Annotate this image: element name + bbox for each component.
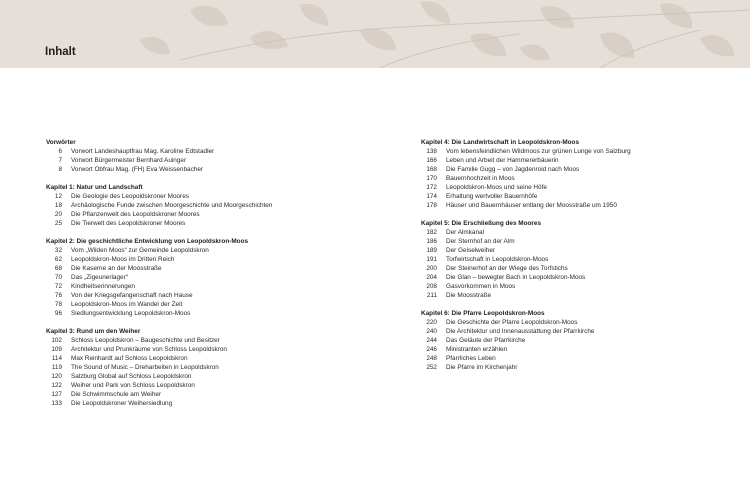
- page-number: 96: [54, 310, 62, 317]
- page-number: 114: [51, 355, 62, 362]
- entry-title: Der Steinerhof an der Wiege des Torfstichs: [446, 265, 568, 272]
- entry-title: Vorwort Bürgermeister Bernhard Auinger: [71, 157, 187, 164]
- entry-title: Weiher und Park von Schloss Leopoldskron: [71, 382, 195, 389]
- page-number: 186: [426, 238, 437, 245]
- toc-section: [46, 327, 366, 408]
- toc-section: [421, 309, 741, 372]
- entry-title: Bauernhochzeit in Moos: [446, 175, 515, 182]
- page-title: Inhalt: [45, 46, 76, 58]
- entry-title: Die Glan – bewegter Bach in Leopoldskron-Moos: [446, 274, 586, 281]
- header-banner: [0, 0, 750, 68]
- toc-entry: [46, 282, 366, 291]
- toc-section: [421, 219, 741, 300]
- toc-entry: [46, 219, 366, 228]
- entry-title: Das Geläute der Pfarrkirche: [446, 337, 526, 344]
- page-number: 208: [426, 283, 437, 290]
- page-number: 32: [54, 247, 62, 254]
- entry-title: Die Leopoldskroner Weihersiedlung: [71, 400, 173, 407]
- toc-entry: [421, 255, 741, 264]
- toc-entry: [421, 363, 741, 372]
- page-number: 168: [426, 166, 437, 173]
- entry-title: Die Pflanzenwelt des Leopoldskroner Moores: [71, 211, 200, 218]
- entry-title: Leben und Arbeit der Hammererbäuerin: [446, 157, 559, 164]
- toc-section: [46, 183, 366, 228]
- toc-entry: [421, 345, 741, 354]
- page-number: 72: [54, 283, 62, 290]
- toc-entry: [421, 237, 741, 246]
- entry-title: Der Sternhof an der Alm: [446, 238, 515, 245]
- page-number: 78: [54, 301, 62, 308]
- page-number: 68: [54, 265, 62, 272]
- page-number: 166: [426, 157, 437, 164]
- entry-title: Der Geiselweiher: [446, 247, 496, 254]
- toc-section: [421, 138, 741, 210]
- page-number: 220: [426, 319, 437, 326]
- toc-entry: [421, 336, 741, 345]
- page-number: 246: [426, 346, 437, 353]
- section-heading: Kapitel 4: Die Landwirtschaft in Leopoldskron-Moos: [421, 139, 580, 146]
- page-number: 6: [58, 148, 62, 155]
- toc-entry: [421, 228, 741, 237]
- entry-title: Vorwort Obfrau Mag. (FH) Eva Weissenbacher: [71, 166, 204, 173]
- entry-title: Die Tierwelt des Leopoldskroner Moores: [71, 220, 186, 227]
- entry-title: Der Almkanal: [446, 229, 485, 236]
- toc-entry: [46, 210, 366, 219]
- page-number: 244: [426, 337, 437, 344]
- toc-entry: [421, 192, 741, 201]
- page-number: 174: [426, 193, 437, 200]
- entry-title: Architektur und Prunkräume von Schloss Leopoldskron: [71, 346, 227, 353]
- toc-entry: [46, 201, 366, 210]
- entry-title: Die Pfarre im Kirchenjahr: [446, 364, 518, 371]
- toc-entry: [421, 201, 741, 210]
- page-number: 20: [54, 211, 62, 218]
- toc-entry: [421, 273, 741, 282]
- entry-title: Torfwirtschaft in Leopoldskron-Moos: [446, 256, 549, 263]
- page-number: 178: [426, 202, 437, 209]
- toc-entry: [46, 354, 366, 363]
- toc-entry: [46, 246, 366, 255]
- page-number: 102: [51, 337, 62, 344]
- page-number: 70: [54, 274, 62, 281]
- toc-entry: [46, 363, 366, 372]
- toc-entry: [46, 192, 366, 201]
- page-number: 18: [54, 202, 62, 209]
- entry-title: Leopoldskron-Moos und seine Höfe: [446, 184, 547, 191]
- toc-section: [46, 138, 366, 174]
- toc-entry: [46, 345, 366, 354]
- page-number: 120: [51, 373, 62, 380]
- toc-column-right: [421, 138, 741, 381]
- section-heading: Kapitel 2: Die geschichtliche Entwicklung von Leopoldskron-Moos: [46, 238, 249, 245]
- toc-entry: [46, 399, 366, 408]
- page-number: 211: [426, 292, 437, 299]
- entry-title: Das „Zigeunerlager“: [71, 274, 128, 281]
- entry-title: Die Moosstraße: [446, 292, 492, 299]
- toc-entry: [421, 354, 741, 363]
- page-number: 189: [426, 247, 437, 254]
- page-number: 248: [426, 355, 437, 362]
- toc-entry: [421, 264, 741, 273]
- entry-title: Kindheitserinnerungen: [71, 283, 135, 290]
- toc-entry: [421, 183, 741, 192]
- page-number: 240: [426, 328, 437, 335]
- entry-title: Gasvorkommen in Moos: [446, 283, 516, 290]
- section-heading: Kapitel 6: Die Pfarre Leopoldskron-Moos: [421, 310, 545, 317]
- entry-title: Leopoldskron-Moos im Wandel der Zeit: [71, 301, 183, 308]
- toc-entry: [421, 156, 741, 165]
- entry-title: Erhaltung wertvoller Bauernhöfe: [446, 193, 538, 200]
- entry-title: Vom lebensfeindlichen Wildmoos zur grünen Lunge von Salzburg: [446, 148, 631, 155]
- page-number: 109: [51, 346, 62, 353]
- toc-entry: [421, 174, 741, 183]
- entry-title: The Sound of Music – Dreharbeiten in Leopoldskron: [71, 364, 219, 371]
- page-number: 7: [58, 157, 62, 164]
- section-heading: Kapitel 1: Natur und Landschaft: [46, 184, 143, 191]
- entry-title: Vorwort Landeshauptfrau Mag. Karoline Edtstadler: [71, 148, 215, 155]
- toc-entry: [46, 291, 366, 300]
- entry-title: Siedlungsentwicklung Leopoldskron-Moos: [71, 310, 191, 317]
- page-number: 122: [51, 382, 62, 389]
- toc-entry: [421, 246, 741, 255]
- page-number: 252: [426, 364, 437, 371]
- entry-title: Archäologische Funde zwischen Moorgeschichte und Moorgeschichten: [71, 202, 273, 209]
- toc-entry: [421, 291, 741, 300]
- entry-title: Die Geologie des Leopoldskroner Moores: [71, 193, 189, 200]
- page-number: 204: [426, 274, 437, 281]
- toc-entry: [421, 327, 741, 336]
- page-number: 170: [426, 175, 437, 182]
- toc-entry: [46, 309, 366, 318]
- toc-column-left: [46, 138, 366, 417]
- entry-title: Die Kaserne an der Moosstraße: [71, 265, 162, 272]
- entry-title: Pfarrliches Leben: [446, 355, 496, 362]
- toc-entry: [46, 264, 366, 273]
- entry-title: Die Familie Gugg – von Jagdenroid nach Moos: [446, 166, 580, 173]
- page-number: 119: [51, 364, 62, 371]
- entry-title: Die Schwimmschule am Weiher: [71, 391, 162, 398]
- page-number: 182: [426, 229, 437, 236]
- toc-entry: [46, 147, 366, 156]
- entry-title: Salzburg Global auf Schloss Leopoldskron: [71, 373, 192, 380]
- entry-title: Die Geschichte der Pfarre Leopoldskron-Moos: [446, 319, 578, 326]
- page-number: 172: [426, 184, 437, 191]
- entry-title: Häuser und Bauernhäuser entlang der Moosstraße um 1950: [446, 202, 617, 209]
- entry-title: Schloss Leopoldskron – Baugeschichte und Besitzer: [71, 337, 220, 344]
- toc-entry: [46, 381, 366, 390]
- page-number: 191: [426, 256, 437, 263]
- page-number: 76: [54, 292, 62, 299]
- entry-title: Max Reinhardt auf Schloss Leopoldskron: [71, 355, 188, 362]
- page-number: 25: [54, 220, 62, 227]
- entry-title: Ministranten erzählen: [446, 346, 508, 353]
- page-number: 200: [426, 265, 437, 272]
- toc-entry: [421, 147, 741, 156]
- page-number: 62: [54, 256, 62, 263]
- page-number: 8: [58, 166, 62, 173]
- toc-entry: [421, 282, 741, 291]
- leaf-decoration: [0, 0, 750, 68]
- page-number: 127: [51, 391, 62, 398]
- section-heading: Kapitel 5: Die Erschließung des Moores: [421, 220, 542, 227]
- toc-entry: [46, 273, 366, 282]
- toc-entry: [46, 372, 366, 381]
- page-number: 138: [426, 148, 437, 155]
- section-heading: Kapitel 3: Rund um den Weiher: [46, 328, 141, 335]
- toc-entry: [46, 390, 366, 399]
- toc-entry: [421, 318, 741, 327]
- toc-entry: [46, 336, 366, 345]
- toc-entry: [46, 255, 366, 264]
- entry-title: Von der Kriegsgefangenschaft nach Hause: [71, 292, 193, 299]
- toc-section: [46, 237, 366, 318]
- page-number: 12: [54, 193, 62, 200]
- entry-title: Leopoldskron-Moos im Dritten Reich: [71, 256, 175, 263]
- section-heading: Vorwörter: [46, 139, 76, 146]
- toc-entry: [46, 300, 366, 309]
- toc-entry: [46, 156, 366, 165]
- entry-title: Vom „Wilden Moos“ zur Gemeinde Leopoldskron: [71, 247, 209, 254]
- page-number: 133: [51, 400, 62, 407]
- toc-entry: [421, 165, 741, 174]
- entry-title: Die Architektur und Innenausstattung der Pfarrkirche: [446, 328, 595, 335]
- toc-entry: [46, 165, 366, 174]
